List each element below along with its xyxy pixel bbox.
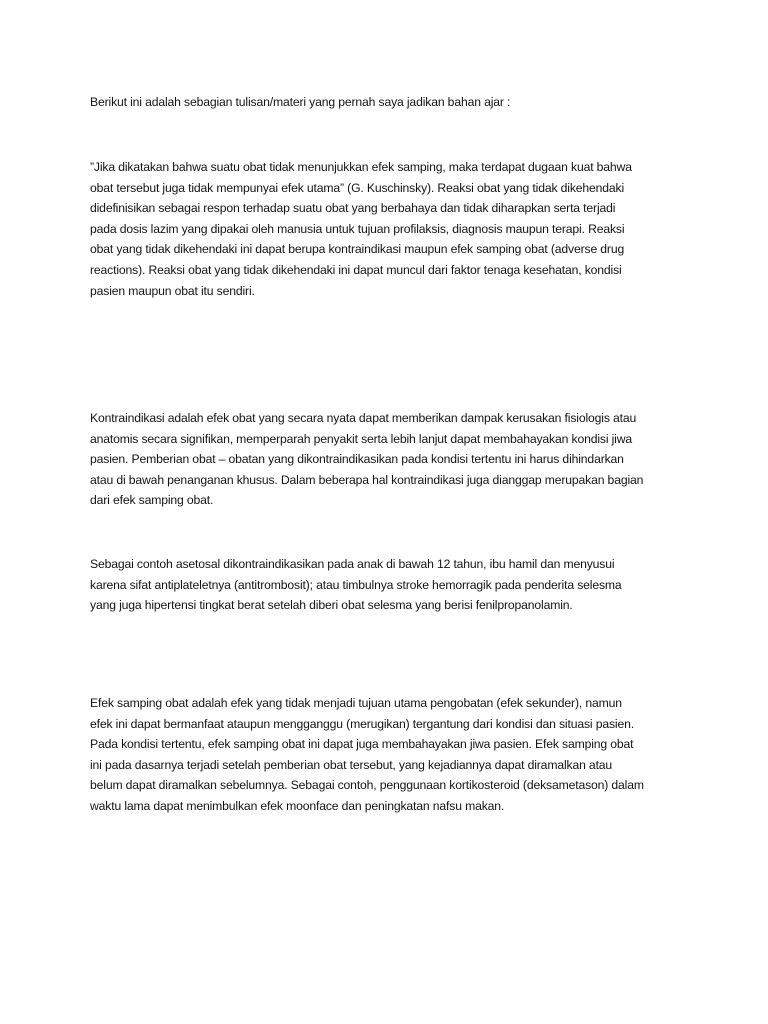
kontraindikasi-line: dari efek samping obat. (90, 493, 214, 508)
quote-line: pada dosis lazim yang dipakai oleh manusia untuk tujuan profilaksis, diagnosis maupun terapi. Reaksi (90, 221, 625, 236)
efek-samping-line: efek ini dapat bermanfaat ataupun mengganggu (merugikan) tergantung dari kondisi dan situasi pasien. (90, 716, 634, 731)
quote-line: obat tersebut juga tidak mempunyai efek utama” (G. Kuschinsky). Reaksi obat yang tidak dikehendaki (90, 180, 625, 195)
quote-line: didefinisikan sebagai respon terhadap suatu obat yang berbahaya dan tidak diharapkan serta terjadi (90, 201, 616, 216)
contoh-paragraph (90, 554, 680, 616)
kontraindikasi-paragraph (90, 408, 680, 511)
efek-samping-line: belum dapat diramalkan sebelumnya. Sebagai contoh, penggunaan kortikosteroid (deksametason) dalam (90, 778, 644, 793)
contoh-line: Sebagai contoh asetosal dikontraindikasikan pada anak di bawah 12 tahun, ibu hamil dan menyusui (90, 557, 615, 571)
efek-samping-line: Pada kondisi tertentu, efek samping obat ini dapat juga membahayakan jiwa pasien. Efek samping obat (90, 737, 634, 752)
quote-paragraph (90, 157, 680, 301)
contoh-line: yang juga hipertensi tingkat berat setelah diberi obat selesma yang berisi fenilpropanolamin. (90, 598, 573, 613)
quote-line: pasien maupun obat itu sendiri. (90, 283, 255, 298)
contoh-line: karena sifat antiplateletnya (antitrombosit); atau timbulnya stroke hemorragik pada penderita selesma (90, 577, 622, 592)
efek-samping-line: Efek samping obat adalah efek yang tidak menjadi tujuan utama pengobatan (efek sekunder), namun (90, 696, 622, 710)
intro-line: Berikut ini adalah sebagian tulisan/materi yang pernah saya jadikan bahan ajar : (90, 95, 511, 109)
efek-samping-line: ini pada dasarnya terjadi setelah pemberian obat tersebut, yang kejadiannya dapat diramalkan atau (90, 757, 613, 772)
kontraindikasi-line: anatomis secara signifikan, memperparah penyakit serta lebih lanjut dapat membahayakan kondisi jiwa (90, 431, 633, 446)
kontraindikasi-line: Kontraindikasi adalah efek obat yang secara nyata dapat memberikan dampak kerusakan fisiologis atau (90, 411, 637, 425)
quote-line: ”Jika dikatakan bahwa suatu obat tidak menunjukkan efek samping, maka terdapat dugaan kuat bahwa (90, 160, 632, 174)
quote-line: obat yang tidak dikehendaki ini dapat berupa kontraindikasi maupun efek samping obat (adverse drug (90, 242, 625, 257)
efek-samping-paragraph (90, 693, 680, 817)
kontraindikasi-line: atau di bawah penanganan khusus. Dalam beberapa hal kontraindikasi juga dianggap merupakan bagian (90, 472, 644, 487)
efek-samping-line: waktu lama dapat menimbulkan efek moonface dan peningkatan nafsu makan. (90, 798, 505, 813)
kontraindikasi-line: pasien. Pemberian obat – obatan yang dikontraindikasikan pada kondisi tertentu ini harus dihindarkan (90, 452, 624, 467)
quote-line: reactions). Reaksi obat yang tidak dikehendaki ini dapat muncul dari faktor tenaga kesehatan, kondisi (90, 262, 622, 277)
intro-paragraph (90, 92, 680, 113)
